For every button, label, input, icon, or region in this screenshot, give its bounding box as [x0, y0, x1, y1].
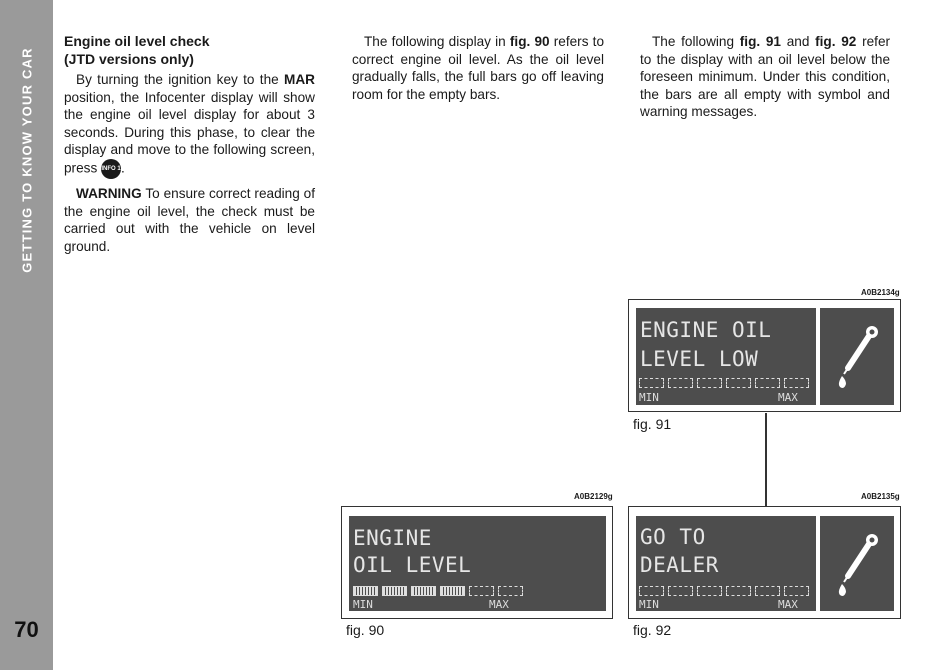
- oil-level-bars: [639, 378, 809, 388]
- bar-segment-empty: [498, 586, 523, 596]
- section-heading: [64, 33, 315, 68]
- fig90-display: [341, 506, 613, 619]
- min-label: MIN: [353, 598, 373, 611]
- paragraph-fig91-92: [640, 33, 890, 121]
- fig92-display: [628, 506, 901, 619]
- bar-segment-empty: [639, 586, 664, 596]
- bar-segment-empty: [755, 586, 780, 596]
- max-label: MAX: [778, 391, 798, 404]
- text: refer to the display with an oil level below the foreseen minimum. Under this condition, the bars are all empty with symbol and warning messages.: [640, 34, 891, 120]
- text: refers to correct engine oil level. As the oil level gradually falls, the full bars go off leaving room for the empty bars.: [352, 34, 605, 102]
- bar-segment-empty: [697, 586, 722, 596]
- fig90-code: A0B2129g: [574, 492, 613, 501]
- lcd-line-2: DEALER: [640, 553, 719, 577]
- fig92-code: A0B2135g: [861, 492, 900, 501]
- mar-keyword: MAR: [284, 72, 315, 87]
- bar-segment-empty: [639, 378, 664, 388]
- fig91-display: [628, 299, 901, 412]
- text: To ensure correct reading of the engine oil level, the check must be carried out with the vehicle on level ground.: [64, 185, 315, 254]
- figure-connector-line: [765, 413, 767, 506]
- column-1: [64, 33, 315, 255]
- paragraph-fig90: [352, 33, 604, 103]
- fig91-caption: fig. 91: [633, 416, 672, 432]
- oil-level-bars: [639, 586, 809, 596]
- fig92-caption: fig. 92: [633, 622, 672, 638]
- text: position, the Infocenter display will show the engine oil level display for about 3 seconds. During this phase, to clear the display and move to the following screen, press: [64, 89, 315, 176]
- text: The following: [652, 34, 740, 49]
- lcd-line-1: ENGINE: [353, 526, 432, 550]
- lcd-screen: [636, 516, 816, 611]
- column-2: [352, 33, 604, 103]
- min-label: MIN: [639, 391, 659, 404]
- bar-segment-filled: [382, 586, 407, 596]
- bar-segment-empty: [755, 378, 780, 388]
- bar-segment-empty: [668, 586, 693, 596]
- lcd-line-1: ENGINE OIL: [640, 318, 772, 342]
- oil-level-bars: [353, 586, 523, 596]
- bar-segment-empty: [469, 586, 494, 596]
- lcd-line-2: LEVEL LOW: [640, 347, 759, 371]
- bar-segment-empty: [784, 586, 809, 596]
- fig-ref: fig. 90: [509, 34, 550, 49]
- heading-line-2: (JTD versions only): [64, 50, 194, 67]
- paragraph-warning: [64, 185, 315, 255]
- lcd-line-1: GO TO: [640, 525, 706, 549]
- page-number: 70: [14, 617, 39, 642]
- bar-segment-filled: [353, 586, 378, 596]
- text: By turning the ignition key to the: [76, 72, 285, 87]
- bar-segment-filled: [411, 586, 436, 596]
- fig90-caption: fig. 90: [346, 622, 385, 638]
- section-title: GETTING TO KNOW YOUR CAR: [19, 47, 35, 273]
- text: The following display in: [364, 34, 510, 49]
- oil-icon-panel: [820, 516, 894, 611]
- lcd-line-2: OIL LEVEL: [353, 553, 472, 577]
- paragraph-mar: [64, 71, 315, 179]
- warning-label: WARNING: [76, 185, 142, 201]
- max-label: MAX: [778, 598, 798, 611]
- fig-ref: fig. 91: [739, 34, 781, 49]
- text: .: [121, 160, 125, 176]
- oil-dipstick-icon: [820, 516, 894, 611]
- bar-segment-empty: [668, 378, 693, 388]
- column-3: [640, 33, 890, 121]
- sidebar: [0, 0, 53, 670]
- max-label: MAX: [489, 598, 509, 611]
- info-button-icon: INFO 1: [101, 159, 121, 179]
- bar-segment-filled: [440, 586, 465, 596]
- oil-dipstick-icon: [820, 308, 894, 405]
- oil-icon-panel: [820, 308, 894, 405]
- heading-line-1: Engine oil level check: [64, 33, 210, 49]
- lcd-screen: [349, 516, 606, 611]
- bar-segment-empty: [726, 378, 751, 388]
- bar-segment-empty: [784, 378, 809, 388]
- lcd-screen: [636, 308, 816, 405]
- text: and: [781, 34, 816, 49]
- min-label: MIN: [639, 598, 659, 611]
- fig91-code: A0B2134g: [861, 288, 900, 297]
- bar-segment-empty: [697, 378, 722, 388]
- bar-segment-empty: [726, 586, 751, 596]
- fig-ref: fig. 92: [815, 34, 857, 49]
